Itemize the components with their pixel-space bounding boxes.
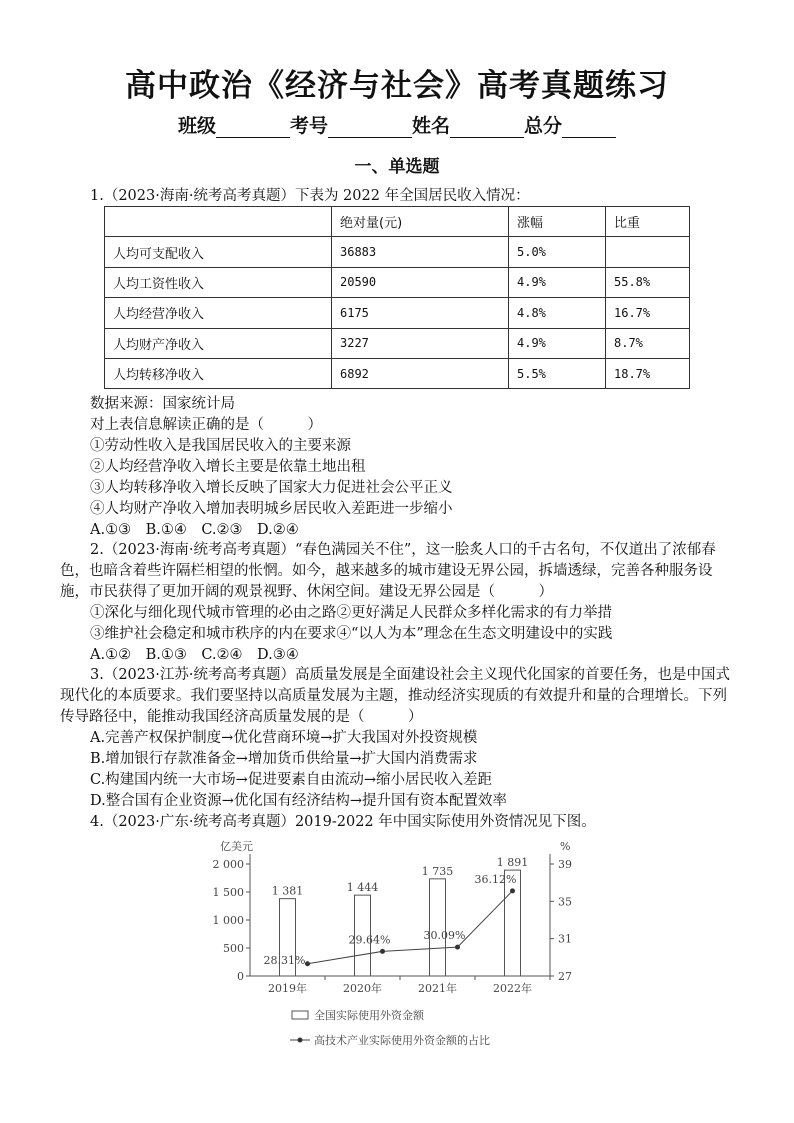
name-blank[interactable] (450, 119, 524, 138)
q1-item-4: ④人均财产净收入增加表明城乡居民收入差距进一步缩小 (90, 501, 453, 517)
q2-items-line2: ③维护社会稳定和城市秩序的内在要求④“以人为本”理念在生态文明建设中的实践 (90, 626, 613, 642)
table-cell: 16.7% (606, 298, 690, 328)
q1-item-2: ②人均经营净收入增长主要是依靠土地出租 (90, 459, 366, 475)
legend-line-marker (298, 1038, 303, 1043)
table-row (105, 358, 690, 388)
table-header-cell: 比重 (606, 207, 690, 237)
table-cell: 3227 (332, 328, 509, 358)
student-info-line (0, 111, 794, 138)
table-cell: 4.9% (509, 267, 606, 297)
legend-bar-swatch (292, 1011, 308, 1019)
table-cell: 6892 (332, 358, 509, 388)
table-cell: 人均经营净收入 (105, 298, 332, 328)
line-value-label: 36.12% (474, 872, 517, 886)
right-axis-label: % (560, 840, 571, 853)
line-value-label: 28.31% (263, 953, 306, 967)
q1-options: A.①③ B.①④ C.②③ D.②④ (90, 522, 299, 538)
x-tick-label: 2020年 (343, 982, 382, 995)
legend-bar-label: 全国实际使用外资金额 (314, 1009, 424, 1022)
line-point (305, 961, 310, 966)
section-title: 一、单选题 (354, 157, 440, 177)
income-table (104, 206, 690, 389)
left-tick-label: 500 (223, 942, 244, 955)
x-tick-label: 2019年 (268, 982, 307, 995)
left-tick-label: 1 000 (212, 914, 244, 927)
table-cell: 20590 (332, 267, 509, 297)
table-cell: 8.7% (606, 328, 690, 358)
table-row (105, 267, 690, 297)
class-blank[interactable] (216, 119, 290, 138)
table-cell (606, 237, 690, 267)
name-label: 姓名 (412, 115, 451, 137)
table-header-cell: 绝对量(元) (332, 207, 509, 237)
score-blank[interactable] (562, 119, 616, 138)
table-cell: 人均可支配收入 (105, 237, 332, 267)
line-point (380, 949, 385, 954)
left-tick-label: 2 000 (212, 858, 244, 871)
left-tick-label: 0 (237, 970, 244, 983)
table-cell: 36883 (332, 237, 509, 267)
bar-value-label: 1 891 (496, 856, 529, 870)
line-point (455, 945, 460, 950)
exam-no-blank[interactable] (328, 119, 412, 138)
score-label: 总分 (524, 115, 563, 137)
page-title: 高中政治《经济与社会》高考真题练习 (125, 68, 669, 104)
class-label: 班级 (177, 115, 216, 137)
table-cell: 5.0% (509, 237, 606, 267)
line-value-label: 29.64% (348, 933, 391, 947)
q3-option-a: A.完善产权保护制度→优化营商环境→扩大我国对外投资规模 (90, 730, 478, 746)
table-cell: 人均工资性收入 (105, 267, 332, 297)
legend-line-label: 高技术产业实际使用外资金额的占比 (314, 1034, 490, 1047)
table-cell: 5.5% (509, 358, 606, 388)
q1-question: 对上表信息解读正确的是（ ） (90, 417, 322, 433)
line-point (510, 888, 515, 893)
table-cell: 55.8% (606, 267, 690, 297)
x-tick-label: 2022年 (493, 982, 532, 995)
q3-option-c: C.构建国内统一大市场→促进要素自由流动→缩小居民收入差距 (90, 772, 492, 788)
right-tick-label: 35 (558, 895, 572, 909)
bar-value-label: 1 444 (346, 881, 379, 895)
table-row (105, 298, 690, 328)
table-cell: 4.8% (509, 298, 606, 328)
right-tick-label: 39 (558, 858, 572, 871)
line-series (308, 891, 513, 964)
q3-option-b: B.增加银行存款准备金→增加货币供给量→扩大国内消费需求 (90, 751, 478, 767)
q3-stem: 3.（2023·江苏·统考高考真题）高质量发展是全面建设社会主义现代化国家的首要任务，也是中国式现代化的本质要求。我们要坚持以高质量发展为主题，推动经济实现质的有效提升和量的合理增长。下列传导路径中，能推动我国经济高质量发展的是（ ） (60, 667, 730, 725)
q4-stem: 4.（2023·广东·统考高考真题）2019-2022 年中国实际使用外资情况见下图。 (90, 814, 596, 830)
bar (430, 879, 446, 976)
table-header-cell (105, 207, 332, 237)
left-tick-label: 1 500 (212, 886, 244, 899)
bar-value-label: 1 381 (271, 884, 304, 898)
q1-stem: 1.（2023·海南·统考高考真题）下表为 2022 年全国居民收入情况： (90, 188, 530, 204)
exam-no-label: 考号 (289, 115, 328, 137)
q2-stem: 2.（2023·海南·统考高考真题）“春色满园关不住”，这一脍炙人口的千古名句，不仅道出了浓郁春色，也暗含着些许隔栏相望的怅惘。如今，越来越多的城市建设无界公园，拆墙透绿，完善各种服务设施，市民获得了更加开阔的观景视野、休闲空间。建设无界公园是（ ） (60, 542, 716, 600)
q2-items-line1: ①深化与细化现代城市管理的必由之路②更好满足人民群众多样化需求的有力举措 (90, 605, 612, 621)
right-tick-label: 27 (558, 970, 572, 983)
table-header-cell: 涨幅 (509, 207, 606, 237)
q2-options: A.①② B.①③ C.②④ D.③④ (90, 647, 299, 663)
table-cell: 6175 (332, 298, 509, 328)
fdi-chart (210, 836, 590, 1056)
left-axis-label: 亿美元 (220, 840, 253, 853)
q1-item-1: ①劳动性收入是我国居民收入的主要来源 (90, 438, 351, 454)
q3-option-d: D.整合国有企业资源→优化国有经济结构→提升国有资本配置效率 (90, 793, 508, 809)
table-row (105, 237, 690, 267)
line-value-label: 30.09% (423, 929, 466, 943)
table-cell: 4.9% (509, 328, 606, 358)
right-tick-label: 31 (558, 932, 572, 946)
table-cell: 人均转移净收入 (105, 358, 332, 388)
q1-source: 数据来源：国家统计局 (90, 396, 235, 412)
table-cell: 18.7% (606, 358, 690, 388)
table-cell: 人均财产净收入 (105, 328, 332, 358)
table-row (105, 328, 690, 358)
x-tick-label: 2021年 (418, 982, 457, 995)
table-header-row (105, 207, 690, 237)
bar-value-label: 1 735 (421, 864, 454, 878)
bar (505, 870, 521, 976)
q1-item-3: ③人均转移净收入增长反映了国家大力促进社会公平正义 (90, 480, 453, 496)
